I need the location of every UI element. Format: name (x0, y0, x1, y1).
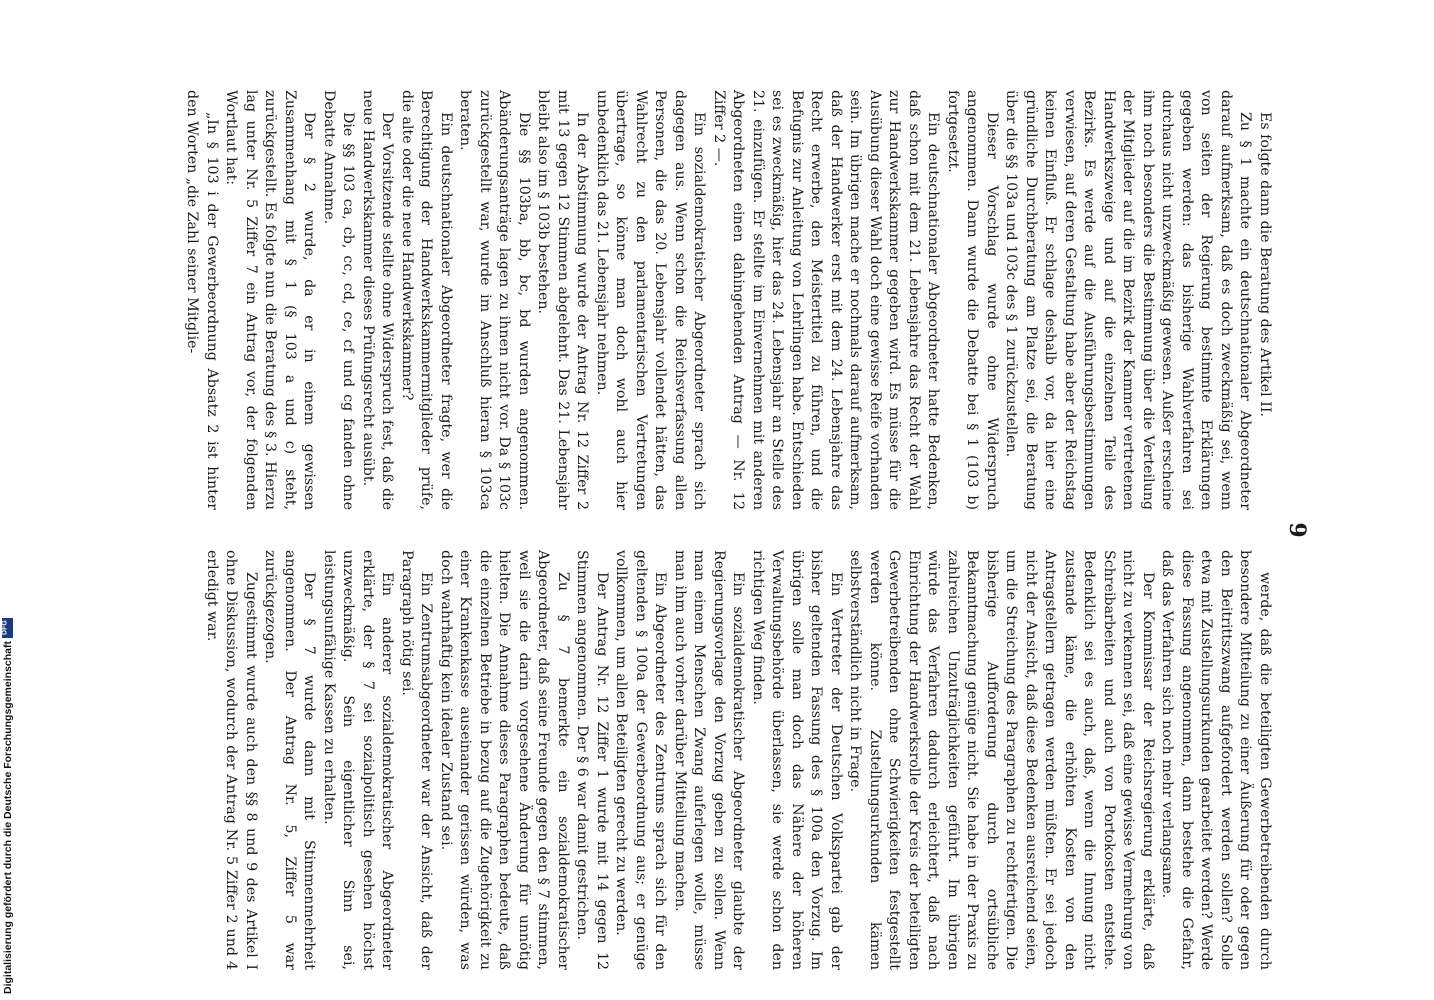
paragraph: Ein deutschnationaler Abgeordneter fragte, wer die Berechtigung der Handwerkskammermitglieder prüfe, die alte oder die neue Handwerkskammer? (399, 90, 454, 510)
text-column-right (202, 550, 1275, 970)
paragraph: werde, daß die beteiligten Gewerbetreibenden durch besondere Mitteilung zu einer Äußerung für oder gegen den Beitrittszwang aufgefordert werden sollen? Solle etwa mit Zustellungsurkunden gearbeitet werden? Werde diese Fassung angenommen, dann bestehe die Gefahr, daß das Verfahren sich noch mehr verlangsame. (1159, 550, 1273, 970)
paragraph: Der § 2 wurde, da er in einem gewissen Zusammenhang mit § 1 (§ 103 a und c) steht, zurückgestellt. Es folgte nun die Beratung des § 3. Hierzu lag unter Nr. 5 Ziffer 7 ein Antrag vor, der folgenden Wortlaut hat: (223, 90, 318, 510)
paragraph: Die §§ 103 ca, cb, cc, cd, ce, cf und cg fanden ohne Debatte Annahme. (321, 90, 357, 510)
paragraph: Zu § 7 bemerkte ein sozialdemokratischer Abgeordneter, daß seine Freunde gegen den § 7 stimmen, weil sie die darin vorgesehene Änderung für unnötig hielten. Die Annahme dieses Paragraphen bedeute, daß die einzelnen Betriebe in bezug auf die Zugehörigkeit zu einer Krankenkasse auseinander gerissen würden, was doch wahrhaftig kein idealer Zustand sei. (438, 550, 571, 970)
paragraph: Ein anderer sozialdemokratischer Abgeordneter erklärte, der § 7 sei sozialpolitisch gesehen höchst unzweckmäßig. Sein eigentlicher Sinn sei, leistungsunfähige Kassen zu erhalten. (321, 550, 396, 970)
paragraph: Ein sozialdemokratischer Abgeordneter glaubte der Regierungsvorlage den Vorzug geben zu sollen. Wenn man einem Menschen Zwang auferlegen wolle, müsse man ihm auch vorher darüber Mitteilung machen. (672, 550, 747, 970)
paragraph: Ein Abgeordneter des Zentrums sprach sich für den geltenden § 100a der Gewerbeordnung aus; er genüge vollkommen, um allen Beteiligten gerecht zu werden. (613, 550, 669, 970)
paragraph: Der Antrag Nr. 12 Ziffer 1 wurde mit 14 gegen 12 Stimmen angenommen. Der § 6 war damit gestrichen. (574, 550, 610, 970)
text-column-left (182, 90, 1274, 510)
page-number: 9 (1284, 522, 1310, 538)
paragraph: Der Kommissar der Reichsregierung erklärte, daß nicht zu verkennen sei, daß eine gewisse Vermehrung von Schreibarbeiten und auch von Portokosten entstehe. Bedenklich sei es auch, daß, wenn die Innung nicht zustande käme, die erhöhten Kosten von den Antragstellern getragen werden müßten. Er sei jedoch nicht der Ansicht, daß diese Bedenken ausreichend seien, um die Streichung des Paragraphen zu rechtfertigen. Die bisherige Aufforderung durch ortsübliche Bekanntmachung genüge nicht. Sie habe in der Praxis zu zahlreichen Unzuträglichkeiten geführt. Im übrigen würde das Verfahren dadurch erleichtert, daß nach Einrichtung der Handwerksrolle der Kreis der beteiligten Gewerbetreibenden ohne Schwierigkeiten festgestellt werden könne. Zustellungsurkunden kämen selbstverständlich nicht in Frage. (847, 550, 1156, 970)
paragraph: Der Vorsitzende stellte ohne Widerspruch fest, daß die neue Handwerkskammer dieses Prüfungsrecht ausübt. (360, 90, 396, 510)
paragraph: Ein Vertreter der Deutschen Volkspartei gab der bisher geltenden Fassung des § 100a den Vorzug. Im übrigen solle man doch das Nähere der höheren Verwaltungsbehörde überlassen, sie werde schon den richtigen Weg finden. (750, 550, 844, 970)
paragraph: Die §§ 103ba, bb, bc, bd wurden angenommen. Abänderungsanträge lagen zu ihnen nicht vor. Da § 103c zurückgestellt war, wurde im Anschluß hieran § 103ca beraten. (457, 90, 532, 510)
paragraph: Zu § 1 machte ein deutschnationaler Abgeordneter darauf aufmerksam, daß es doch zweckmäßig sei, wenn von seiten der Regierung bestimmte Erklärungen gegeben werden: das bisherige Wahlverfahren sei durchaus nicht unzweckmäßig gewesen. Außer erscheine ihm noch besonders die Bestimmung über die Verteilung der Mitglieder auf die im Bezirk der Kammer vertretenen Handwerkszweige und auf die einzelnen Teile des Bezirks. Es werde auf die Ausführungsbestimmungen verwiesen, auf deren Gestaltung habe aber der Reichstag keinen Einfluß. Er schlage deshalb vor, da hier eine gründliche Durchberatung am Platze sei, die Beratung über die §§ 103a und 103c des § 1 zurückzustellen. (1003, 90, 1254, 510)
paragraph: Ein Zentrumsabgeordneter war der Ansicht, daß der Paragraph nötig sei. (399, 550, 435, 970)
paragraph: Zugestimmt wurde auch den §§ 8 und 9 des Artikel I ohne Diskussion, wodurch der Antrag Nr. 5 Ziffer 2 und 4 erledigt war. (204, 550, 259, 970)
dfg-logo-icon: DFG (3, 618, 14, 638)
footer-text: Digitalisierung gefördert durch die Deutsche Forschungsgemeinschaft (2, 641, 14, 994)
paragraph: Ein sozialdemokratischer Abgeordneter sprach sich dagegen aus. Wenn schon die Reichsverfassung allen Personen, die das 20. Lebensjahr vollendet hätten, das Wahlrecht zu den parlamentarischen Vertretungen übertrage, so könne man doch wohl auch hier unbedenklich das 21. Lebensjahr nehmen. (594, 90, 708, 510)
paragraph: Der § 7 wurde dann mit Stimmenmehrheit angenommen. Der Antrag Nr. 5, Ziffer 5 war zurückgezogen. (262, 550, 318, 970)
rotated-page-content (140, 90, 1310, 970)
digitization-footer (2, 618, 14, 994)
paragraph: In der Abstimmung wurde der Antrag Nr. 12 Ziffer 2 mit 13 gegen 12 Stimmen abgelehnt. Das 21. Lebensjahr bleibt also im § 103b bestehen. (535, 90, 591, 510)
paragraph: Ein deutschnationaler Abgeordneter hatte Bedenken, daß schon mit dem 21. Lebensjahre das Recht der Wahl zur Handwerkskammer gegeben wird. Es müsse für die Ausübung dieser Wahl doch eine gewisse Reife vorhanden sein. Im übrigen mache er nochmals darauf aufmerksam, daß der Handwerker erst mit dem 24. Lebensjahre das Recht erwerbe, den Meistertitel zu führen, und die Befugnis zur Anleitung von Lehrlingen habe. Entschieden sei es zweckmäßig, hier das 24. Lebensjahr an Stelle des 21. einzufügen. Er stellte im Einvernehmen mit anderen Abgeordneten einen dahingehenden Antrag — Nr. 12 Ziffer 2 —. (711, 90, 942, 511)
paragraph: Dieser Vorschlag wurde ohne Widerspruch angenommen. Dann wurde die Debatte bei § 1 (103 b) fortgesetzt. (945, 90, 1000, 510)
paragraph: „In § 103 i der Gewerbeordnung Absatz 2 ist hinter den Worten „die Zahl seiner Mitglie- (184, 90, 220, 510)
paragraph: Es folgte dann die Beratung des Artikel II. (1257, 112, 1273, 417)
